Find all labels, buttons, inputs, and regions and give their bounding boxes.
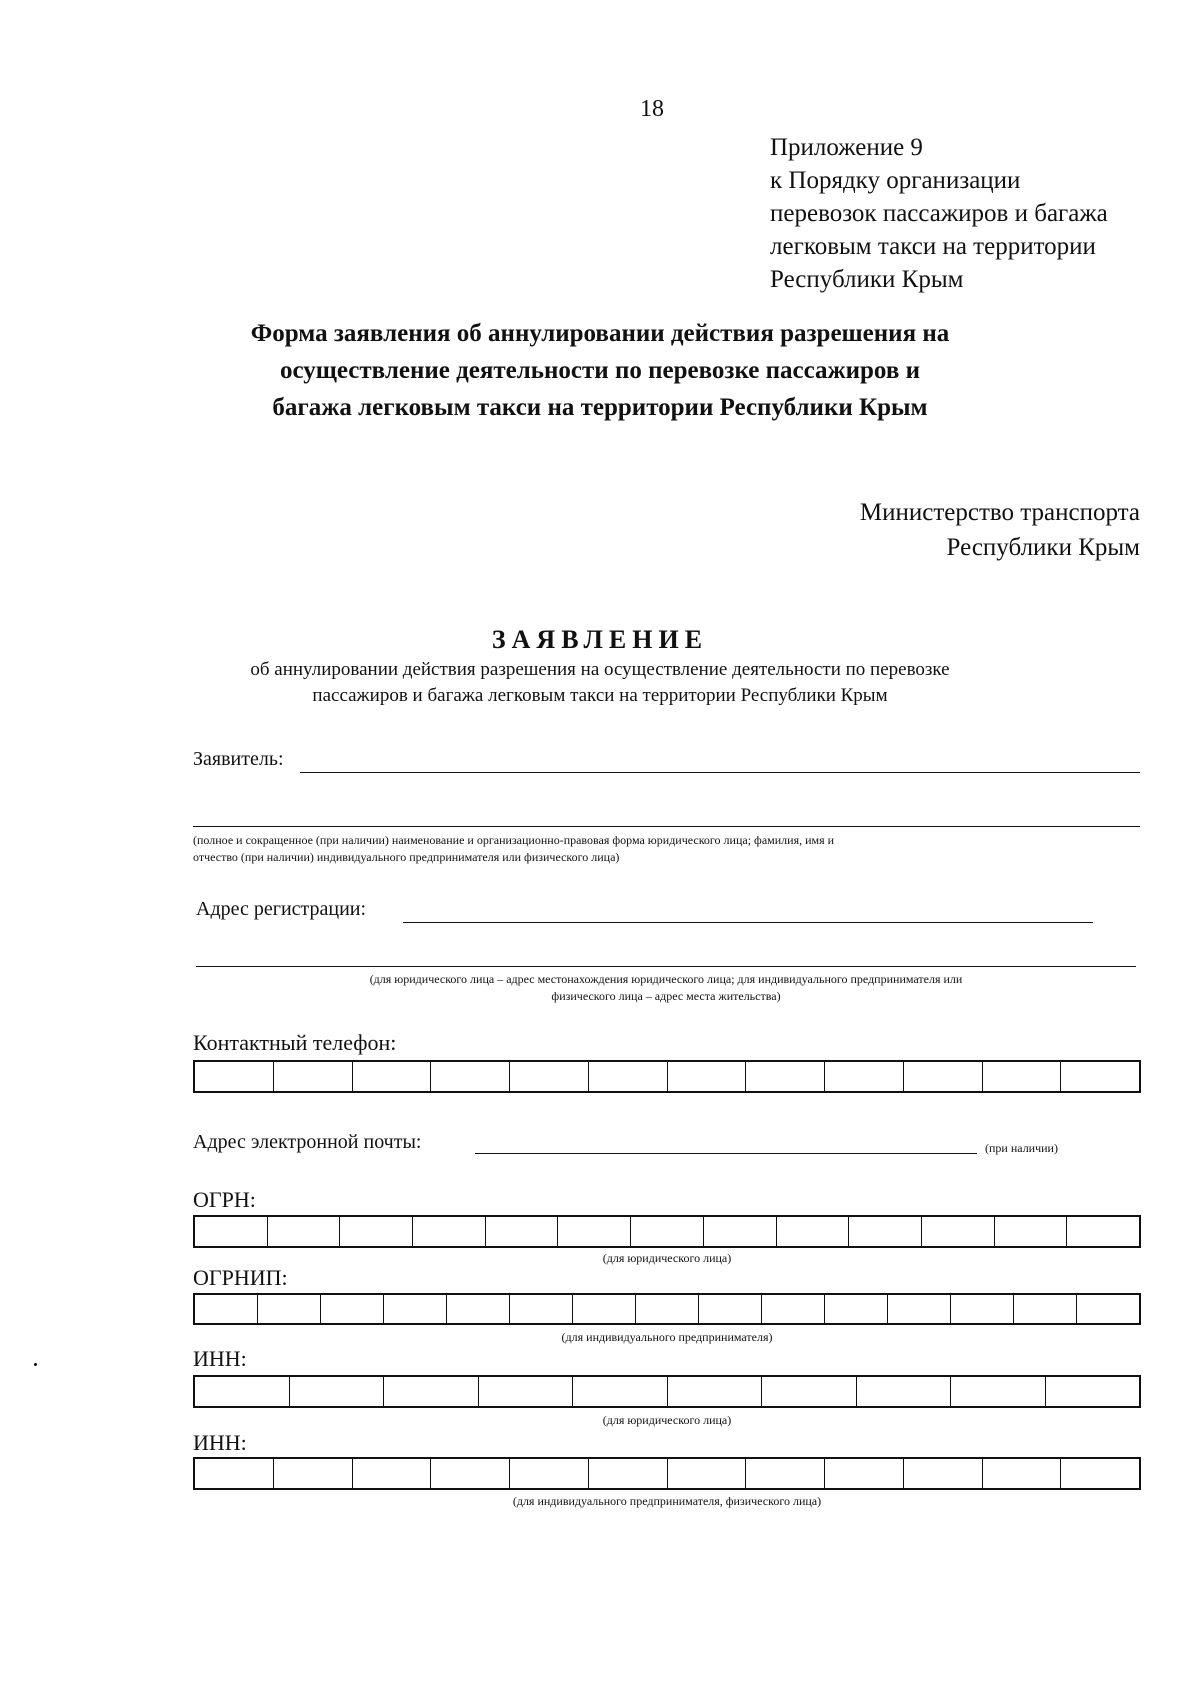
ogrnip-label: ОГРНИП:: [193, 1265, 288, 1290]
digit-cell[interactable]: [951, 1377, 1046, 1406]
appendix-line: к Порядку организации: [770, 167, 1021, 194]
digit-cell[interactable]: [195, 1217, 268, 1246]
digit-cell[interactable]: [951, 1295, 1014, 1323]
digit-cell[interactable]: [486, 1217, 559, 1246]
digit-cell[interactable]: [268, 1217, 341, 1246]
phone-cells[interactable]: [193, 1060, 1141, 1093]
digit-cell[interactable]: [777, 1217, 850, 1246]
registration-address-note-line: (для юридического лица – адрес местонахождения юридического лица; для индивидуального предпринимателя или: [369, 972, 963, 986]
inn-legal-label: ИНН:: [193, 1346, 247, 1371]
digit-cell[interactable]: [274, 1062, 353, 1091]
digit-cell[interactable]: [479, 1377, 574, 1406]
digit-cell[interactable]: [321, 1295, 384, 1323]
addressee: [860, 495, 1140, 565]
form-title: [150, 315, 1050, 426]
applicant-field-line2[interactable]: [193, 826, 1140, 827]
appendix-line: Приложение 9: [770, 134, 923, 161]
digit-cell[interactable]: [762, 1377, 857, 1406]
email-field[interactable]: [475, 1153, 977, 1154]
applicant-field[interactable]: [300, 772, 1140, 773]
document-title: ЗАЯВЛЕНИЕ: [491, 625, 709, 654]
document-subtitle: [150, 657, 1050, 709]
addressee-line: Республики Крым: [946, 534, 1140, 561]
digit-cell[interactable]: [413, 1217, 486, 1246]
digit-cell[interactable]: [857, 1377, 952, 1406]
registration-address-label: Адрес регистрации:: [196, 898, 367, 920]
addressee-line: Министерство транспорта: [859, 499, 1140, 526]
digit-cell[interactable]: [1061, 1459, 1139, 1488]
digit-cell[interactable]: [573, 1377, 668, 1406]
digit-cell[interactable]: [1046, 1377, 1140, 1406]
digit-cell[interactable]: [589, 1062, 668, 1091]
email-suffix: (при наличии): [985, 1141, 1058, 1155]
inn-individual-note: (для индивидуального предпринимателя, физического лица): [512, 1494, 822, 1508]
ogrnip-note: (для индивидуального предпринимателя): [561, 1330, 773, 1344]
digit-cell[interactable]: [431, 1062, 510, 1091]
ogrn-note: (для юридического лица): [602, 1251, 732, 1265]
digit-cell[interactable]: [447, 1295, 510, 1323]
digit-cell[interactable]: [290, 1377, 385, 1406]
digit-cell[interactable]: [195, 1459, 274, 1488]
digit-cell[interactable]: [353, 1062, 432, 1091]
digit-cell[interactable]: [699, 1295, 762, 1323]
digit-cell[interactable]: [510, 1459, 589, 1488]
digit-cell[interactable]: [631, 1217, 704, 1246]
ogrn-cells[interactable]: [193, 1215, 1141, 1248]
digit-cell[interactable]: [384, 1295, 447, 1323]
digit-cell[interactable]: [274, 1459, 353, 1488]
registration-address-field-line2[interactable]: [196, 966, 1136, 967]
digit-cell[interactable]: [1067, 1217, 1139, 1246]
digit-cell[interactable]: [258, 1295, 321, 1323]
digit-cell[interactable]: [668, 1459, 747, 1488]
digit-cell[interactable]: [904, 1062, 983, 1091]
digit-cell[interactable]: [589, 1459, 668, 1488]
digit-cell[interactable]: [1061, 1062, 1139, 1091]
ogrn-label: ОГРН:: [193, 1187, 256, 1212]
digit-cell[interactable]: [353, 1459, 432, 1488]
applicant-note-line: отчество (при наличии) индивидуального предпринимателя или физического лица): [193, 850, 620, 864]
digit-cell[interactable]: [340, 1217, 413, 1246]
digit-cell[interactable]: [1077, 1295, 1139, 1323]
digit-cell[interactable]: [195, 1295, 258, 1323]
form-title-line: багажа легковым такси на территории Республики Крым: [272, 394, 928, 421]
digit-cell[interactable]: [762, 1295, 825, 1323]
appendix-line: Республики Крым: [770, 266, 964, 293]
digit-cell[interactable]: [922, 1217, 995, 1246]
digit-cell[interactable]: [888, 1295, 951, 1323]
inn-individual-cells[interactable]: [193, 1457, 1141, 1490]
digit-cell[interactable]: [983, 1062, 1062, 1091]
digit-cell[interactable]: [704, 1217, 777, 1246]
digit-cell[interactable]: [904, 1459, 983, 1488]
digit-cell[interactable]: [746, 1062, 825, 1091]
document-subtitle-line: пассажиров и багажа легковым такси на территории Республики Крым: [312, 685, 888, 706]
appendix-header: [770, 131, 1108, 296]
phone-label: Контактный телефон:: [193, 1030, 397, 1055]
digit-cell[interactable]: [825, 1062, 904, 1091]
digit-cell[interactable]: [825, 1295, 888, 1323]
digit-cell[interactable]: [431, 1459, 510, 1488]
digit-cell[interactable]: [636, 1295, 699, 1323]
digit-cell[interactable]: [1014, 1295, 1077, 1323]
applicant-note: [193, 832, 834, 866]
inn-legal-cells[interactable]: [193, 1375, 1141, 1408]
form-title-line: осуществление деятельности по перевозке пассажиров и: [280, 357, 920, 384]
digit-cell[interactable]: [746, 1459, 825, 1488]
registration-address-field[interactable]: [403, 922, 1093, 923]
document-subtitle-line: об аннулировании действия разрешения на осуществление деятельности по перевозке: [250, 659, 950, 680]
digit-cell[interactable]: [983, 1459, 1062, 1488]
registration-address-note: [196, 971, 1136, 1005]
digit-cell[interactable]: [510, 1295, 573, 1323]
digit-cell[interactable]: [825, 1459, 904, 1488]
applicant-label: Заявитель:: [193, 748, 284, 770]
digit-cell[interactable]: [384, 1377, 479, 1406]
page-number: 18: [640, 96, 664, 122]
digit-cell[interactable]: [195, 1062, 274, 1091]
inn-individual-label: ИНН:: [193, 1430, 247, 1455]
inn-legal-note: (для юридического лица): [602, 1413, 732, 1427]
digit-cell[interactable]: [195, 1377, 290, 1406]
digit-cell[interactable]: [849, 1217, 922, 1246]
email-label: Адрес электронной почты:: [193, 1131, 422, 1153]
digit-cell[interactable]: [668, 1062, 747, 1091]
applicant-note-line: (полное и сокращенное (при наличии) наименование и организационно-правовая форма юридического лица; фамилия, имя и: [193, 833, 835, 847]
digit-cell[interactable]: [995, 1217, 1068, 1246]
form-title-line: Форма заявления об аннулировании действия разрешения на: [250, 320, 950, 347]
scan-dot: [34, 1363, 37, 1366]
ogrnip-cells[interactable]: [193, 1293, 1141, 1325]
digit-cell[interactable]: [668, 1377, 763, 1406]
digit-cell[interactable]: [573, 1295, 636, 1323]
appendix-line: перевозок пассажиров и багажа: [770, 200, 1108, 227]
digit-cell[interactable]: [558, 1217, 631, 1246]
digit-cell[interactable]: [510, 1062, 589, 1091]
appendix-line: легковым такси на территории: [770, 233, 1096, 260]
registration-address-note-line: физического лица – адрес места жительства): [551, 989, 781, 1003]
